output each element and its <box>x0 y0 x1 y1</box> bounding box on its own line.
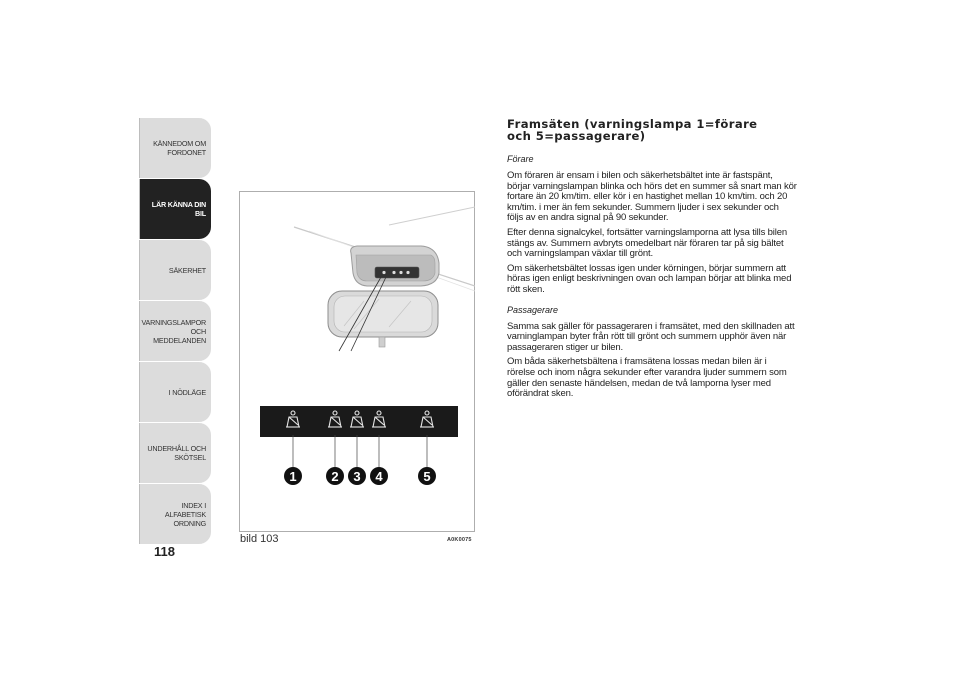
callout-2-label: 2 <box>331 469 339 484</box>
section-title <box>507 118 797 142</box>
callout-3-label: 3 <box>353 469 361 484</box>
tab-i-nodlage[interactable]: I NÖDLÄGE <box>139 362 211 422</box>
passenger-heading: Passagerare <box>507 304 559 315</box>
driver-paragraph-2: Efter denna signalcykel, fortsätter varningslamporna att lysa tills bilen stängs av. Summern avbryts omedelbart när föraren tar på sig bältet och varningslampan växlar till grönt. <box>507 226 787 260</box>
section-title-line-1: Framsäten (varningslampa 1=förare <box>507 117 758 131</box>
tab-kannedom-om-fordonet[interactable]: KÄNNEDOM OM FORDONET <box>139 118 211 178</box>
figure-seatbelt-warning-lamps <box>239 191 475 532</box>
text-column <box>507 118 797 404</box>
tab-sakerhet[interactable]: SÄKERHET <box>139 240 211 300</box>
callout-1-label: 1 <box>289 469 297 484</box>
driver-paragraph-1: Om föraren är ensam i bilen och säkerhetsbältet inte är fastspänt, börjar varningslampan blinka och hörs det en summer så snart man kör fortare än 20 km/tim. eller kör i en hastighet mellan 10 km/tim. och 20 km/tim. i mer än fem sekunder. Summern ljuder i sex sekunder och följs av en andra signal på 90 sekunder. <box>507 170 797 224</box>
tab-index[interactable]: INDEX I ALFABETISK ORDNING <box>139 484 211 544</box>
callout-4-label: 4 <box>375 469 383 484</box>
driver-paragraph-3: Om säkerhetsbältet lossas igen under körningen, börjar summern att höras igen enligt beskrivningen ovan och lampan börjar att blinka med rött sken. <box>507 262 792 295</box>
section-title-line-2: och 5=passagerare) <box>507 129 646 143</box>
tab-varningslampor[interactable]: VARNINGSLAMPOR OCH MEDDELANDEN <box>139 301 211 361</box>
tab-lar-kanna-din-bil[interactable]: LÄR KÄNNA DIN BIL <box>139 179 211 239</box>
figure-caption: bild 103 <box>240 533 279 545</box>
page-number: 118 <box>154 544 175 559</box>
figure-illustration <box>239 191 475 532</box>
passenger-paragraph-1: Samma sak gäller för passageraren i framsätet, med den skillnaden att varninglampan byter från rött till grönt och summern upphör även när passageraren stiger ur bilen. <box>507 320 795 353</box>
tab-underhall-och-skotsel[interactable]: UNDERHÅLL OCH SKÖTSEL <box>139 423 211 483</box>
figure-code: A0K0075 <box>447 537 472 543</box>
passenger-paragraph-2: Om båda säkerhetsbältena i framsätena lossas medan bilen är i rörelse och inom några sekunder efter varandra ljuder summern som gäller den senaste händelsen, medan de två lamporna lyser med oförändrat sken. <box>507 356 787 400</box>
callout-5-label: 5 <box>423 469 431 484</box>
driver-heading: Förare <box>507 154 534 164</box>
